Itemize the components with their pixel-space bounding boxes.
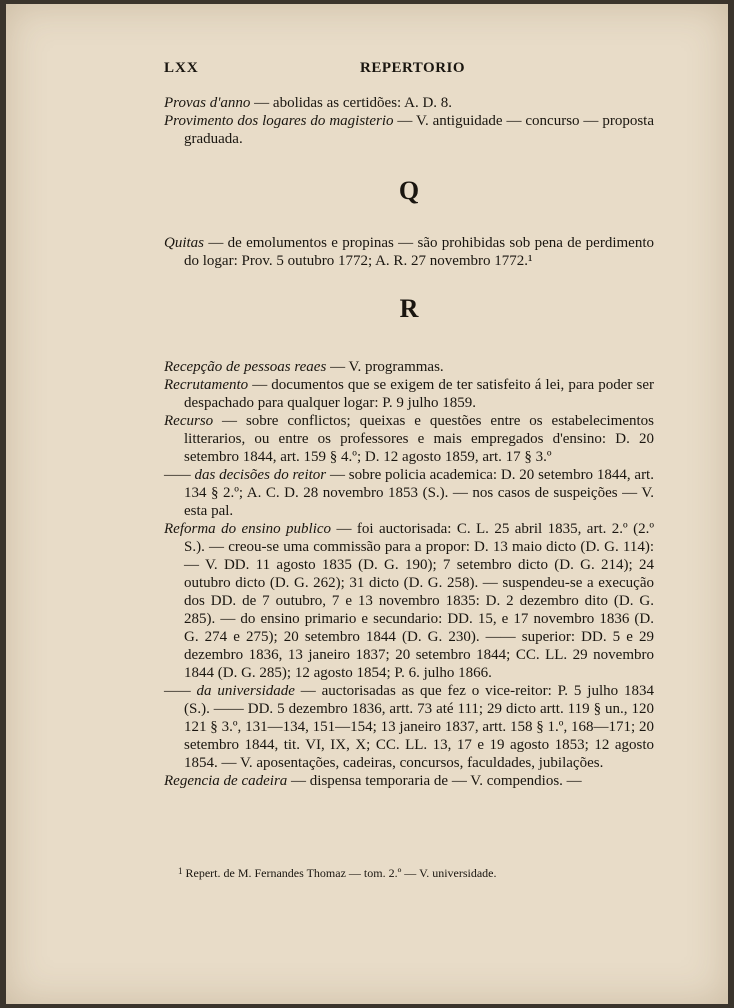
footnote-text: Repert. de M. Fernandes Thomaz — tom. 2.º — V. universidade. <box>185 866 497 880</box>
entry-body: — V. antiguidade — concurso — proposta graduada. <box>184 113 654 147</box>
entry-regencia <box>164 772 654 790</box>
entry-heading: Provas d'anno <box>164 95 251 111</box>
entry-body: — foi auctorisada: C. L. 25 abril 1835, art. 2.º (2.º S.). — creou-se uma commissão para a propor: D. 13 maio dicto (D. G. 114): — V. DD. 11 agosto 1835 (D. G. 190); 7 setembro dicto (D. G. 214); 24 outubro dicto (D. G. 262); 31 dicto (D. G. 258). — suspendeu-se a execução dos DD. de 7 outubro, 7 e 13 novembro 1835: D. 2 dezembro dito (D. G. 285). — do ensino primario e secundario: DD. 15, e 17 novembro 1836 (D. G. 274 e 275); 20 setembro 1844 (D. G. 230). —— superior: DD. 5 e 29 dezembro 1836, 13 janeiro 1837; 20 setembro 1844; CC. LL. 29 novembro 1844 (D. G. 285); 12 agosto 1854; P. 6. julho 1866. <box>184 521 654 681</box>
entry-heading: —— das decisões do reitor <box>164 467 327 483</box>
page-folio: LXX <box>164 60 199 76</box>
entry-body: — sobre conflictos; queixas e questões entre os estabelecimentos litterarios, ou entre os professores e mais empregados d'ensino: D. 20 setembro 1844, art. 159 § 4.º; D. 12 agosto 1859, art. 17 § 3.º <box>184 413 654 465</box>
entry-recepcao <box>164 358 654 376</box>
section-letter-r: R <box>399 294 419 323</box>
entry-heading: Recrutamento <box>164 377 249 393</box>
section-letter-q: Q <box>398 176 420 205</box>
entry-reforma-universidade <box>164 682 654 772</box>
entry-body: — documentos que se exigem de ter satisfeito á lei, para poder ser despachado para qualquer logar: P. 9 julho 1859. <box>184 377 654 411</box>
entry-recurso <box>164 412 654 466</box>
entry-provimento <box>164 112 654 148</box>
footnote <box>178 866 648 881</box>
entry-body: — V. programmas. <box>326 359 444 375</box>
running-title: REPERTORIO <box>360 60 466 76</box>
entry-heading: Recepção de pessoas reaes <box>164 359 327 375</box>
book-page <box>6 4 728 1004</box>
footnote-mark: 1 <box>178 866 183 876</box>
entry-heading: Quitas <box>164 235 205 251</box>
entry-recurso-reitor <box>164 466 654 520</box>
running-head <box>164 60 654 84</box>
entry-body: — sobre policia academica: D. 20 setembro 1844, art. 134 § 2.º; A. C. D. 28 novembro 1853 (S.). — nos casos de suspeições — V. esta pal. <box>184 467 654 519</box>
entry-body: — auctorisadas as que fez o vice-reitor: P. 5 julho 1834 (S.). —— DD. 5 dezembro 1836, artt. 73 até 111; 29 dicto artt. 119 § un., 120 121 § 3.º, 131—134, 151—154; 13 janeiro 1837, artt. 158 § 1.º, 168—171; 20 setembro 1844, tit. VI, IX, X; CC. LL. 13, 17 e 19 agosto 1853; 12 agosto 1854. — V. aposentações, cadeiras, concursos, faculdades, jubilações. <box>184 683 654 771</box>
entry-heading: Regencia de cadeira <box>164 773 288 789</box>
index-text <box>164 94 654 790</box>
entry-heading: Recurso <box>164 413 214 429</box>
entry-body: — de emolumentos e propinas — são prohibidas sob pena de perdimento do logar: Prov. 5 outubro 1772; A. R. 27 novembro 1772.¹ <box>184 235 654 269</box>
entry-body: — abolidas as certidões: A. D. 8. <box>250 95 453 111</box>
entry-body: — dispensa temporaria de — V. compendios. — <box>287 773 582 789</box>
entry-heading: —— da universidade <box>164 683 295 699</box>
entry-reforma-ensino <box>164 520 654 682</box>
entry-heading: Provimento dos logares do magisterio <box>164 113 394 129</box>
entry-heading: Reforma do ensino publico <box>164 521 332 537</box>
entry-recrutamento <box>164 376 654 412</box>
entry-provas <box>164 94 654 112</box>
entry-quitas <box>164 234 654 270</box>
